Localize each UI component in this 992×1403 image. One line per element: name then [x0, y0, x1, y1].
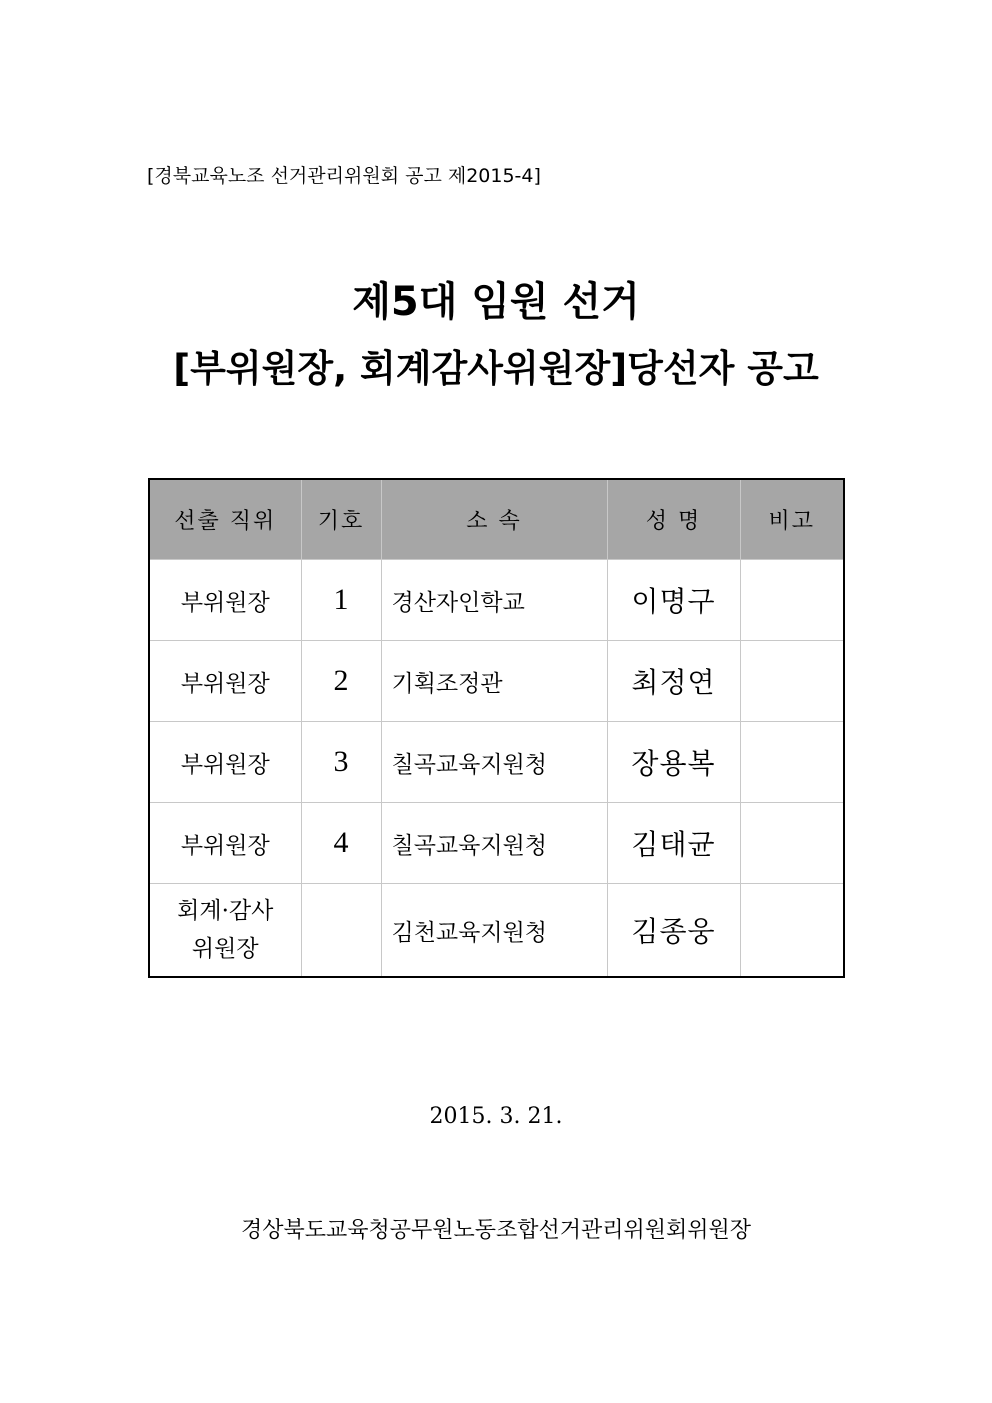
table-row — [149, 803, 844, 884]
cell-affiliation: 경산자인학교 — [381, 560, 607, 641]
issuer-signature-line: 경상북도교육청공무원노동조합선거관리위원회위원장 — [240, 1218, 752, 1243]
cell-number — [301, 884, 381, 978]
table-header-row — [149, 479, 844, 560]
header-name: 성 명 — [607, 479, 740, 560]
cell-note — [740, 803, 844, 884]
table-row — [149, 560, 844, 641]
cell-name: 김태균 — [607, 803, 740, 884]
cell-position — [149, 884, 301, 978]
cell-number: 4 — [301, 803, 381, 884]
header-affiliation: 소 속 — [381, 479, 607, 560]
table-row — [149, 641, 844, 722]
cell-position-line-2: 위원장 — [191, 936, 259, 962]
cell-note — [740, 884, 844, 978]
announcement-date: 2015. 3. 21. — [429, 1104, 563, 1129]
notice-reference: [경북교육노조 선거관리위원회 공고 제2015-4] — [147, 165, 541, 187]
title-line-2: [부위원장, 회계감사위원장]당선자 공고 — [173, 347, 819, 390]
cell-name: 장용복 — [607, 722, 740, 803]
table-row — [149, 722, 844, 803]
table-row — [149, 884, 844, 978]
cell-note — [740, 560, 844, 641]
cell-affiliation: 김천교육지원청 — [381, 884, 607, 978]
header-number: 기호 — [301, 479, 381, 560]
results-table — [148, 478, 845, 978]
cell-name: 이명구 — [607, 560, 740, 641]
header-position: 선출 직위 — [149, 479, 301, 560]
cell-position-line-1: 회계·감사 — [177, 898, 274, 924]
cell-position: 부위원장 — [149, 560, 301, 641]
cell-name: 김종웅 — [607, 884, 740, 978]
header-note: 비고 — [740, 479, 844, 560]
cell-number: 2 — [301, 641, 381, 722]
cell-affiliation: 칠곡교육지원청 — [381, 803, 607, 884]
cell-name: 최정연 — [607, 641, 740, 722]
cell-note — [740, 641, 844, 722]
cell-affiliation: 칠곡교육지원청 — [381, 722, 607, 803]
cell-position: 부위원장 — [149, 641, 301, 722]
cell-note — [740, 722, 844, 803]
cell-position: 부위원장 — [149, 803, 301, 884]
cell-position: 부위원장 — [149, 722, 301, 803]
cell-affiliation: 기획조정관 — [381, 641, 607, 722]
cell-number: 3 — [301, 722, 381, 803]
cell-number: 1 — [301, 560, 381, 641]
title-line-1: 제5대 임원 선거 — [352, 279, 640, 325]
